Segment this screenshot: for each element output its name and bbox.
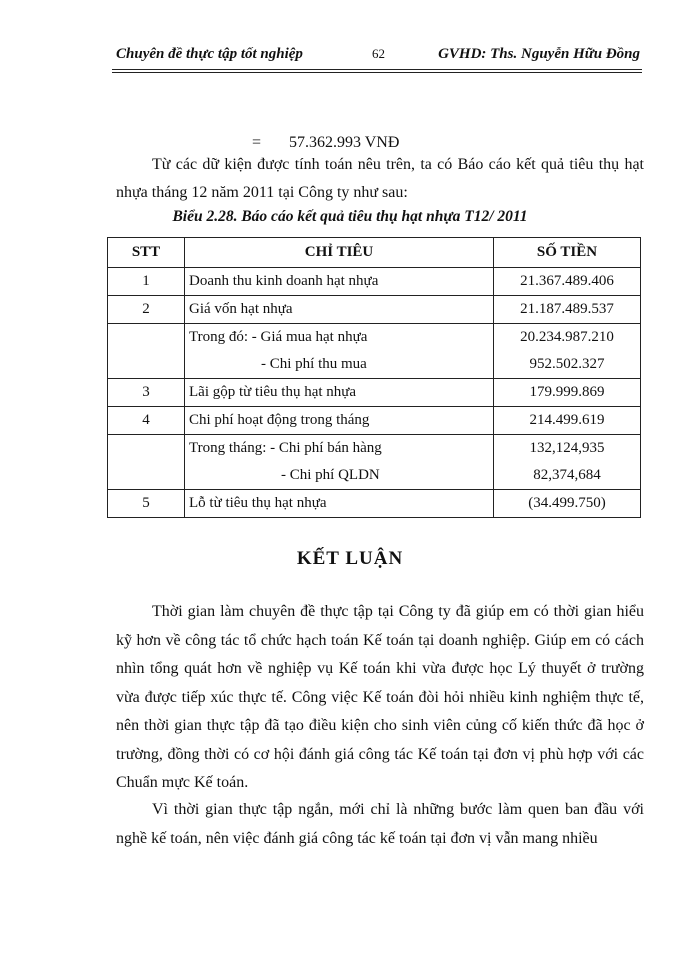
row-name-line2: - Chi phí QLDN: [281, 467, 380, 483]
equation-value: 57.362.993 VNĐ: [289, 134, 400, 151]
row-amount: 21.367.489.406: [494, 268, 641, 296]
equation-sign: =: [252, 134, 262, 151]
row-name: Lãi gộp từ tiêu thụ hạt nhựa: [185, 379, 494, 407]
conclusion-paragraph-1: Thời gian làm chuyên đề thực tập tại Công ty đã giúp em có thời gian hiểu kỹ hơn về công tác tổ chức hạch toán Kế toán tại doanh nghiệp. Giúp em có cách nhìn tổng quát hơn về nghiệp vụ Kế toán khi vừa được học Lý thuyết ở trường vừa được tiếp xúc thực tế. Công việc Kế toán đòi hỏi nhiều kinh nghiệm thực tế, nên thời gian thực tập đã tạo điều kiện cho sinh viên củng cố kiến thức đã học ở trường, đồng thời có cơ hội đánh giá công tác Kế toán tại đơn vị phù hợp với các Chuẩn mực Kế toán.: [116, 603, 644, 791]
row-stt: 1: [108, 268, 185, 296]
header-title: Chuyên đề thực tập tốt nghiệp: [116, 46, 303, 62]
row-stt: 3: [108, 379, 185, 407]
equation-line: [252, 134, 399, 152]
row-amount-line1: 20.234.987.210: [520, 329, 614, 345]
row-amount: (34.499.750): [494, 490, 641, 518]
row-name: [185, 435, 494, 490]
row-amount-line2: 952.502.327: [529, 356, 605, 372]
row-name: Lỗ từ tiêu thụ hạt nhựa: [185, 490, 494, 518]
row-amount-line2: 82,374,684: [533, 467, 601, 483]
row-name-line1: Trong đó: - Giá mua hạt nhựa: [189, 329, 368, 345]
table-row: [108, 268, 641, 296]
table-row: [108, 490, 641, 518]
table-row: [108, 296, 641, 324]
row-stt: [108, 324, 185, 379]
report-table: [107, 237, 641, 518]
conclusion-title: KẾT LUẬN: [296, 548, 404, 569]
row-amount: [494, 435, 641, 490]
row-name: Giá vốn hạt nhựa: [185, 296, 494, 324]
page-number: 62: [372, 46, 385, 61]
table-row: [108, 407, 641, 435]
row-name: [185, 324, 494, 379]
row-name-line1: Trong tháng: - Chi phí bán hàng: [189, 440, 382, 456]
header-advisor: GVHD: Ths. Nguyễn Hữu Đồng: [438, 46, 640, 62]
table-row: [108, 435, 641, 490]
row-stt: 4: [108, 407, 185, 435]
intro-paragraph: Từ các dữ kiện được tính toán nêu trên, ta có Báo cáo kết quả tiêu thụ hạt nhựa tháng 12 năm 2011 tại Công ty như sau:: [116, 156, 644, 201]
row-amount: 179.999.869: [494, 379, 641, 407]
table-caption: Biểu 2.28. Báo cáo kết quả tiêu thụ hạt nhựa T12/ 2011: [172, 208, 528, 225]
row-name-line2: - Chi phí thu mua: [261, 356, 367, 372]
header-divider: [112, 69, 642, 73]
row-amount: 214.499.619: [494, 407, 641, 435]
row-stt: 5: [108, 490, 185, 518]
row-name: Chi phí hoạt động trong tháng: [185, 407, 494, 435]
row-amount-line1: 132,124,935: [529, 440, 605, 456]
header-indicator: CHỈ TIÊU: [185, 238, 494, 268]
header-stt: STT: [108, 238, 185, 268]
table-header-row: [108, 238, 641, 268]
header-amount: SỐ TIỀN: [494, 238, 641, 268]
table-row: [108, 379, 641, 407]
row-amount: [494, 324, 641, 379]
row-name: Doanh thu kinh doanh hạt nhựa: [185, 268, 494, 296]
row-stt: 2: [108, 296, 185, 324]
row-amount: 21.187.489.537: [494, 296, 641, 324]
row-stt: [108, 435, 185, 490]
table-row: [108, 324, 641, 379]
conclusion-paragraph-2: Vì thời gian thực tập ngắn, mới chỉ là những bước làm quen ban đầu với nghề kế toán, nên việc đánh giá công tác kế toán tại đơn vị vẫn mang nhiều: [116, 801, 644, 847]
